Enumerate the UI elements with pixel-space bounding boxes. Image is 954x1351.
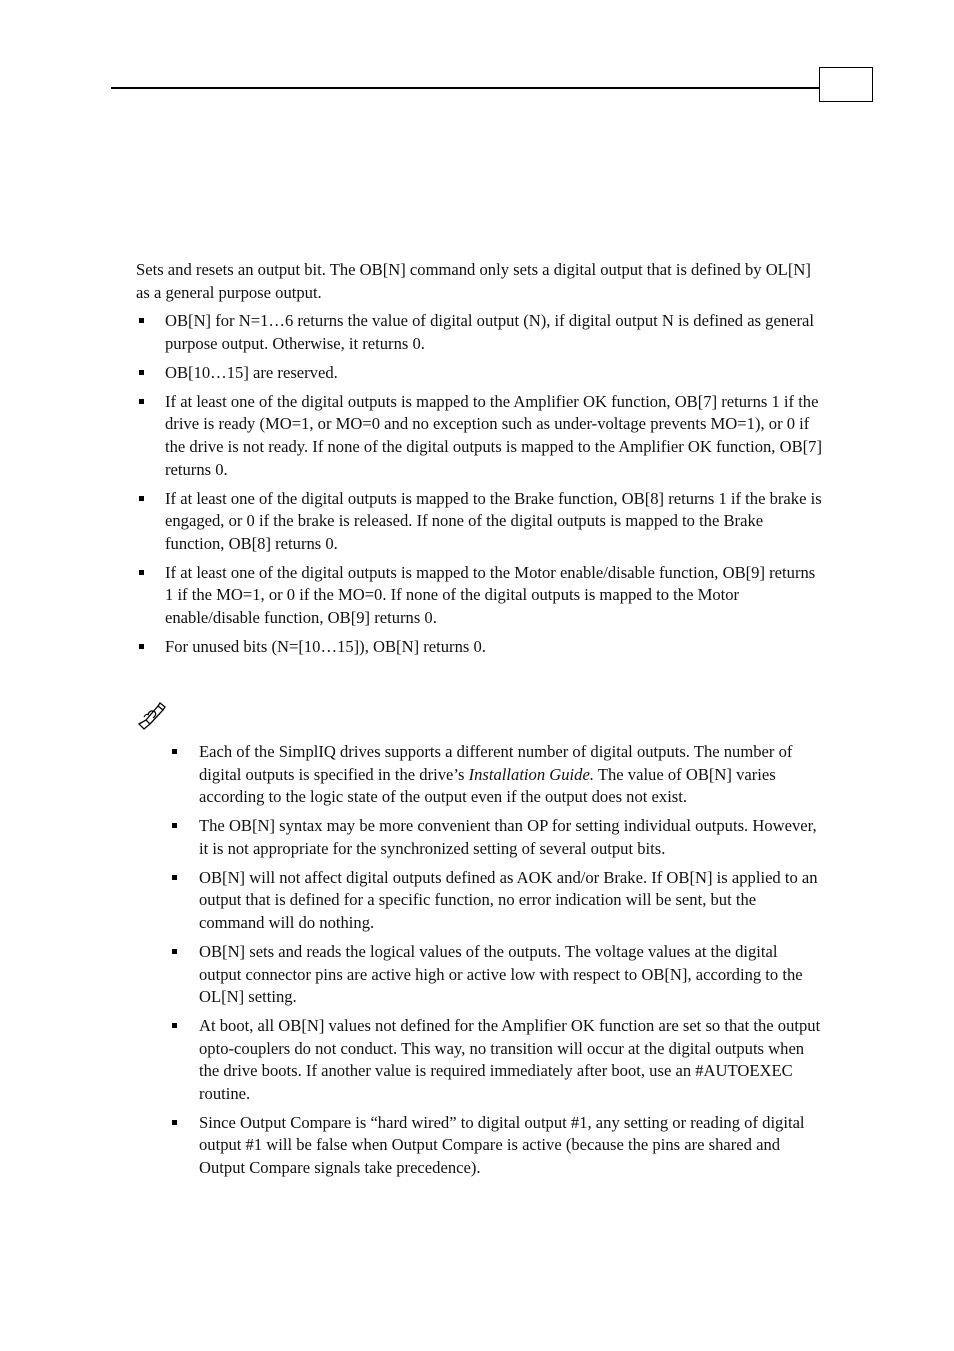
- page-number-box: [819, 67, 873, 102]
- list-item: If at least one of the digital outputs is mapped to the Brake function, OB[8] returns 1 if the brake is engaged, or 0 if the brake is released. If none of the digital outputs is mapped to the Brake function, OB[8] returns 0.: [136, 488, 826, 556]
- intro-paragraph: Sets and resets an output bit. The OB[N] command only sets a digital output that is defined by OL[N] as a general purpose output.: [136, 260, 811, 302]
- note-item: OB[N] will not affect digital outputs defined as AOK and/or Brake. If OB[N] is applied to an output that is defined for a specific function, no error indication will be sent, but the command will do nothing.: [170, 867, 824, 935]
- notes-list: [170, 741, 824, 1180]
- note-item: Each of the SimplIQ drives supports a different number of digital outputs. The number of digital outputs is specified in the drive’s Installation Guide. The value of OB[N] varies according to the logic state of the output even if the output does not exist.: [170, 741, 824, 809]
- note-item: The OB[N] syntax may be more convenient than OP for setting individual outputs. However, it is not appropriate for the synchronized setting of several output bits.: [170, 815, 824, 860]
- list-item: OB[10…15] are reserved.: [136, 362, 826, 385]
- list-item: For unused bits (N=[10…15]), OB[N] returns 0.: [136, 636, 826, 659]
- note-item: OB[N] sets and reads the logical values of the outputs. The voltage values at the digital output connector pins are active high or active low with respect to OB[N], according to the OL[N] setting.: [170, 941, 824, 1009]
- header-rule: [111, 87, 819, 89]
- list-item: OB[N] for N=1…6 returns the value of digital output (N), if digital output N is defined as general purpose output. Otherwise, it returns 0.: [136, 310, 826, 355]
- main-content: [136, 259, 826, 665]
- notes-section: [170, 741, 824, 1186]
- list-item: If at least one of the digital outputs is mapped to the Motor enable/disable function, OB[9] returns 1 if the MO=1, or 0 if the MO=0. If none of the digital outputs is mapped to the Motor enable/disable function, OB[9] returns 0.: [136, 562, 826, 630]
- list-item: If at least one of the digital outputs is mapped to the Amplifier OK function, OB[7] returns 1 if the drive is ready (MO=1, or MO=0 and no exception such as under-voltage prevents MO=1), or 0 if the drive is not ready. If none of the digital outputs is mapped to the Amplifier OK function, OB[7] returns 0.: [136, 391, 826, 481]
- note-item: At boot, all OB[N] values not defined for the Amplifier OK function are set so that the output opto-couplers do not conduct. This way, no transition will occur at the digital outputs when the drive boots. If another value is required immediately after boot, use an #AUTOEXEC routine.: [170, 1015, 824, 1105]
- bullet-list: [136, 310, 826, 658]
- note-hand-pencil-icon: [136, 700, 168, 732]
- note-item: Since Output Compare is “hard wired” to digital output #1, any setting or reading of digital output #1 will be false when Output Compare is active (because the pins are shared and Output Compare signals take precedence).: [170, 1112, 824, 1180]
